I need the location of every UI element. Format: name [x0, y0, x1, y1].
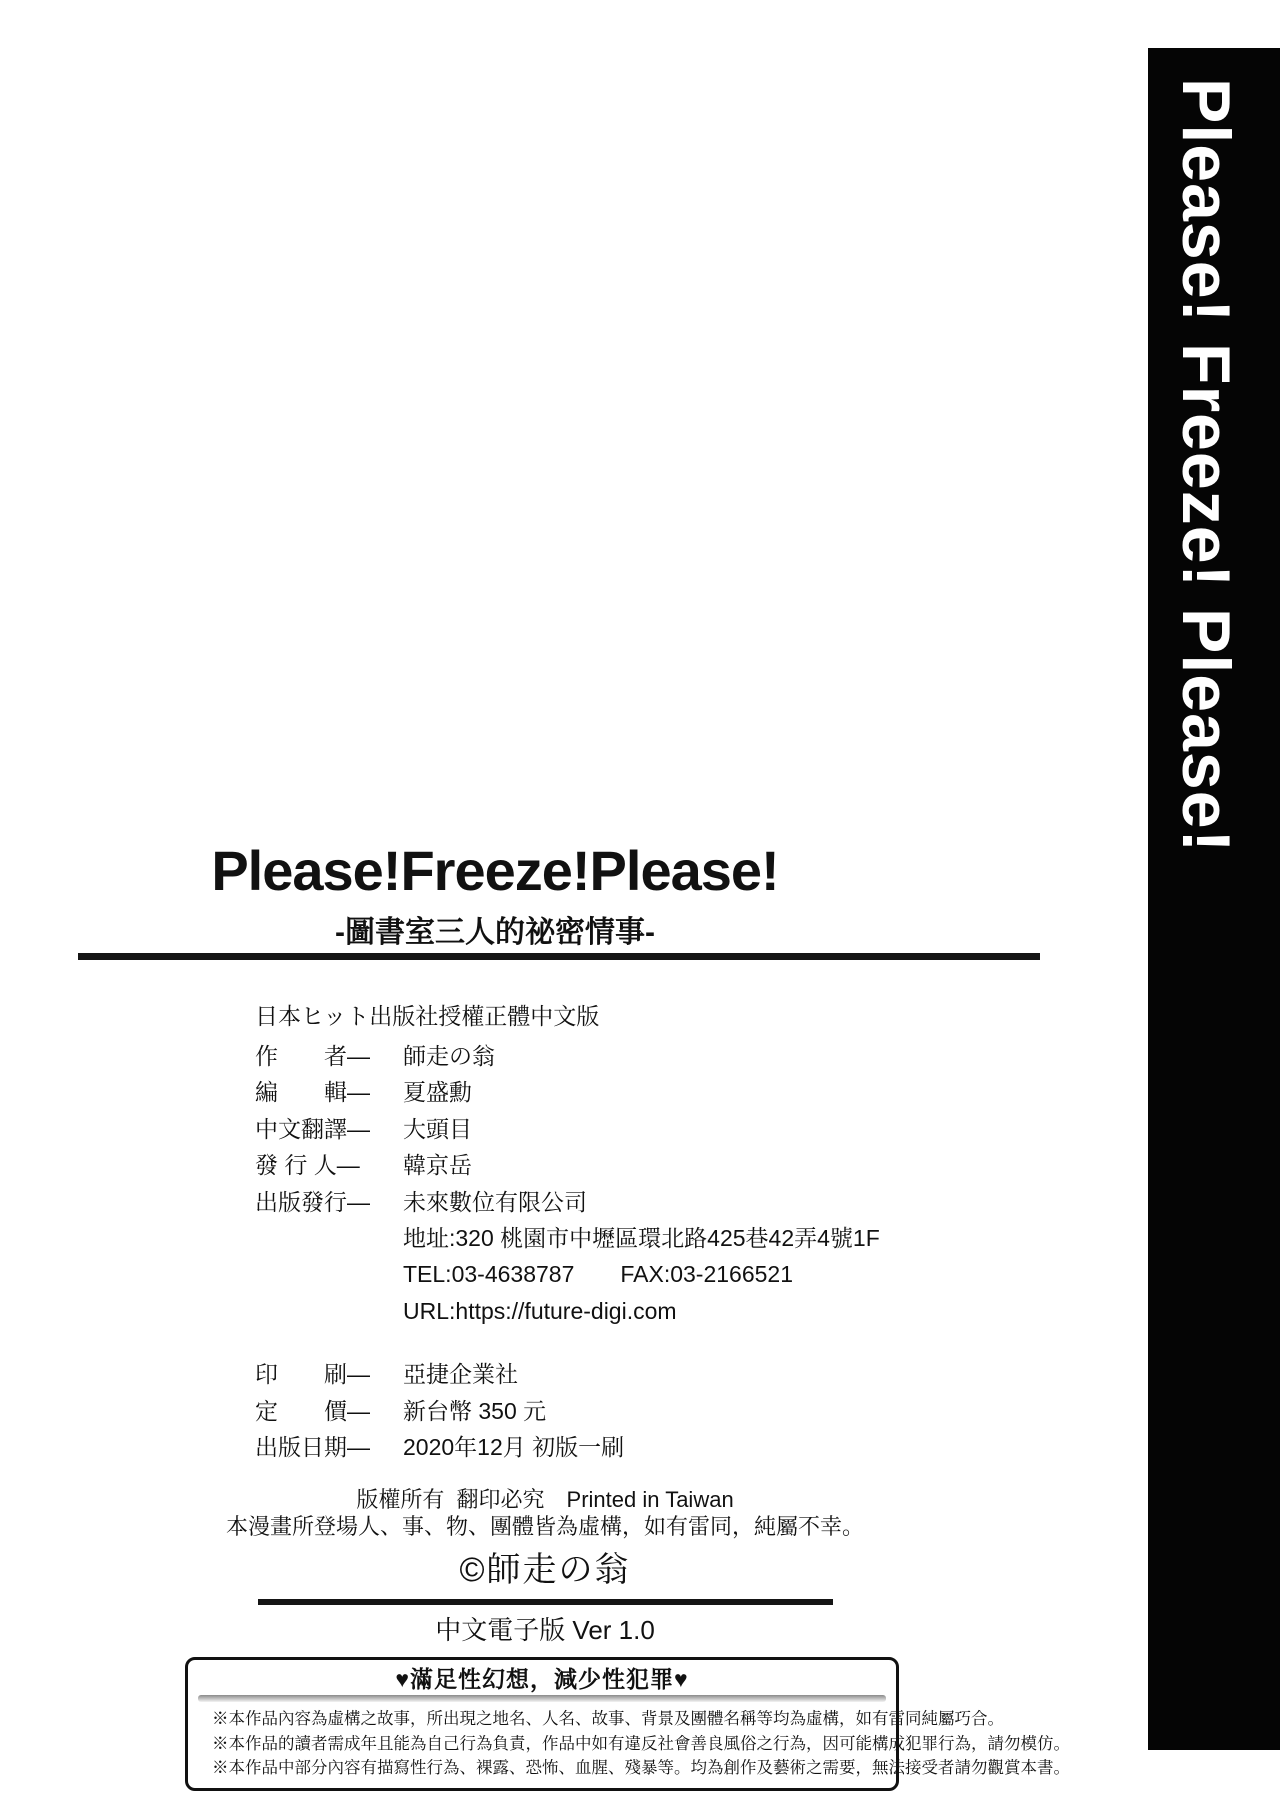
credit-label: 發 行 人—	[255, 1152, 360, 1179]
credit-row-printer	[255, 1356, 880, 1392]
fiction-disclaimer-line: 本漫畫所登場人、事、物、團體皆為虛構，如有雷同，純屬不幸。	[225, 1514, 864, 1539]
credit-label: 定 價—	[255, 1397, 370, 1424]
credit-value: 2020年12月 初版一刷	[403, 1434, 625, 1461]
colophon-center-block	[85, 1486, 1005, 1646]
credit-label	[255, 1220, 403, 1256]
credit-label	[255, 1256, 403, 1292]
credit-row-price	[255, 1393, 880, 1429]
credit-value: 亞捷企業社	[403, 1361, 518, 1388]
disclaimer-line: ※本作品內容為虛構之故事，所出現之地名、人名、故事、背景及團體名稱等均為虛構，如有雷同純屬巧合。	[212, 1710, 1004, 1728]
credit-row-publishing-company	[255, 1184, 880, 1220]
credit-value: 師走の翁	[403, 1043, 495, 1069]
credit-value: 韓京岳	[403, 1152, 472, 1179]
credit-row-translator	[255, 1111, 880, 1147]
side-banner-vertical-title: Please! Freeze! Please!	[1168, 78, 1244, 854]
credit-value: 大頭目	[403, 1115, 472, 1142]
disclaimer-heading-shadow	[198, 1695, 886, 1702]
license-line: 日本ヒット出版社授權正體中文版	[255, 1003, 600, 1029]
credits-section	[255, 1000, 880, 1465]
credit-value: URL:https://future-digi.com	[403, 1297, 677, 1324]
edition-version-line: 中文電子版 Ver 1.0	[435, 1615, 655, 1645]
title-block	[80, 839, 910, 951]
credit-value: TEL:03-4638787 FAX:03-2166521	[403, 1261, 793, 1288]
disclaimer-line: ※本作品的讀者需成年且能為自己行為負責，作品中如有違反社會善良風俗之行為，因可能構成犯罪行為，請勿模仿。	[212, 1734, 1070, 1753]
credit-row-tel-fax	[255, 1256, 880, 1292]
credit-label: 印 刷—	[255, 1361, 370, 1388]
disclaimer-heading: ♥滿足性幻想，減少性犯罪♥	[395, 1666, 689, 1692]
book-title: Please!Freeze!Please!	[211, 839, 779, 902]
disclaimer-line: ※本作品中部分內容有描寫性行為、裸露、恐怖、血腥、殘暴等。均為創作及藝術之需要，無法接受者請勿觀賞本書。	[212, 1759, 1070, 1777]
credit-row-url	[255, 1293, 880, 1329]
credit-row-publisher-person	[255, 1147, 880, 1183]
rights-line: 版權所有 翻印必究 Printed in Taiwan	[356, 1487, 734, 1512]
colophon-divider	[258, 1599, 833, 1605]
credit-value: 地址:320 桃園市中壢區環北路425巷42弄4號1F	[403, 1225, 880, 1252]
disclaimer-box	[185, 1657, 1070, 1791]
book-subtitle: -圖書室三人的祕密情事-	[335, 915, 655, 949]
credit-value: 新台幣 350 元	[403, 1397, 547, 1424]
credit-value: 夏盛勳	[403, 1079, 472, 1106]
credit-label	[255, 1293, 403, 1329]
copyright-line: ©師走の翁	[459, 1551, 631, 1589]
credit-row-address	[255, 1220, 880, 1256]
credit-label: 中文翻譯—	[255, 1115, 370, 1142]
credit-label: 出版日期—	[255, 1434, 370, 1461]
credit-row-author	[255, 1038, 880, 1074]
credit-row-editor	[255, 1074, 880, 1110]
credit-label: 編 輯—	[255, 1079, 370, 1106]
credit-row-publish-date	[255, 1429, 880, 1465]
credit-label: 作 者—	[255, 1043, 370, 1069]
side-banner	[1148, 48, 1280, 1750]
title-divider	[78, 953, 1040, 960]
credit-label: 出版發行—	[255, 1188, 370, 1215]
credit-value: 未來數位有限公司	[403, 1188, 587, 1215]
